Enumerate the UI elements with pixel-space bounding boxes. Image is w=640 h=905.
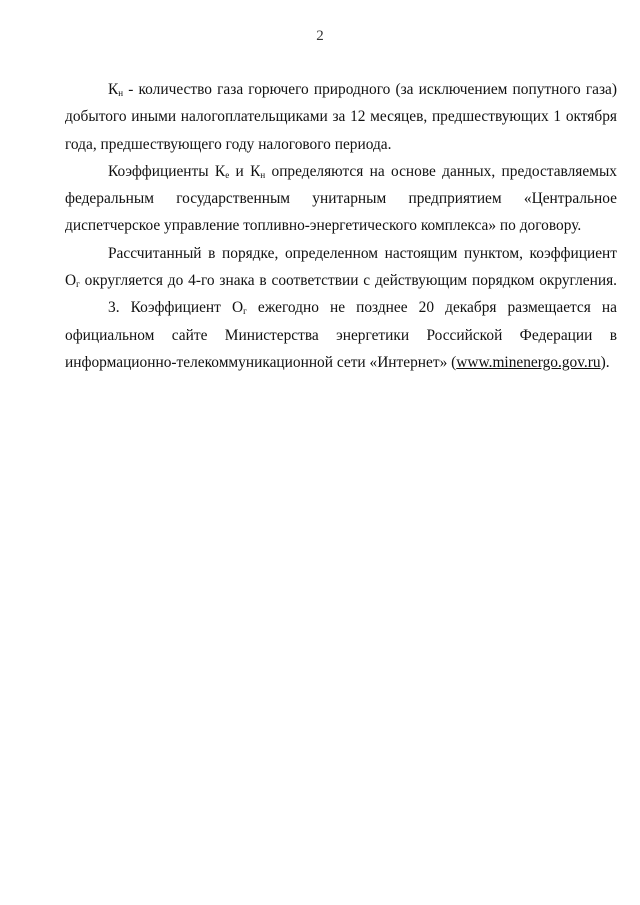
subscript: г — [76, 279, 80, 290]
paragraph-text: ежегодно не позднее 20 декабря размещается на официальном сайте Министерства энергетики Российской Федерации в информационно-телекоммуникационной сети «Интернет» ( — [65, 299, 617, 371]
subscript: е — [225, 169, 230, 180]
paragraph-text: К — [108, 81, 119, 98]
paragraph-text: определяются на основе данных, предоставляемых федеральным государственным унитарным предприятием «Центральное диспетчерское управление топливно-энергетического комплекса» по договору. — [65, 162, 617, 235]
paragraph-kn-definition — [65, 76, 617, 158]
paragraph-coefficients-source — [65, 158, 617, 240]
page-number: 2 — [316, 28, 324, 44]
subscript: г — [243, 306, 247, 317]
paragraph-text: - количество газа горючего природного (за исключением попутного газа) добытого иными налогоплательщиками за 12 месяцев, предшествующих 1 октября года, предшествующего году налогового периода. — [65, 81, 617, 153]
paragraph-text: Коэффициенты К — [108, 162, 226, 180]
paragraph-text: ). — [600, 353, 610, 371]
paragraph-text: 3. Коэффициент О — [108, 299, 244, 317]
subscript: н — [260, 169, 266, 180]
paragraph-publication — [65, 294, 617, 376]
subscript: н — [118, 88, 124, 98]
paragraph-text: и К — [229, 162, 261, 180]
paragraph-rounding — [65, 240, 617, 295]
paragraph-text: округляется до 4-го знака в соответствии с действующим порядком округления. — [79, 272, 617, 290]
document-body — [65, 76, 617, 376]
paragraph-text: Рассчитанный в порядке, определенном настоящим пунктом, коэффициент О — [65, 244, 617, 290]
website-link[interactable]: www.minenergo.gov.ru — [456, 353, 601, 371]
